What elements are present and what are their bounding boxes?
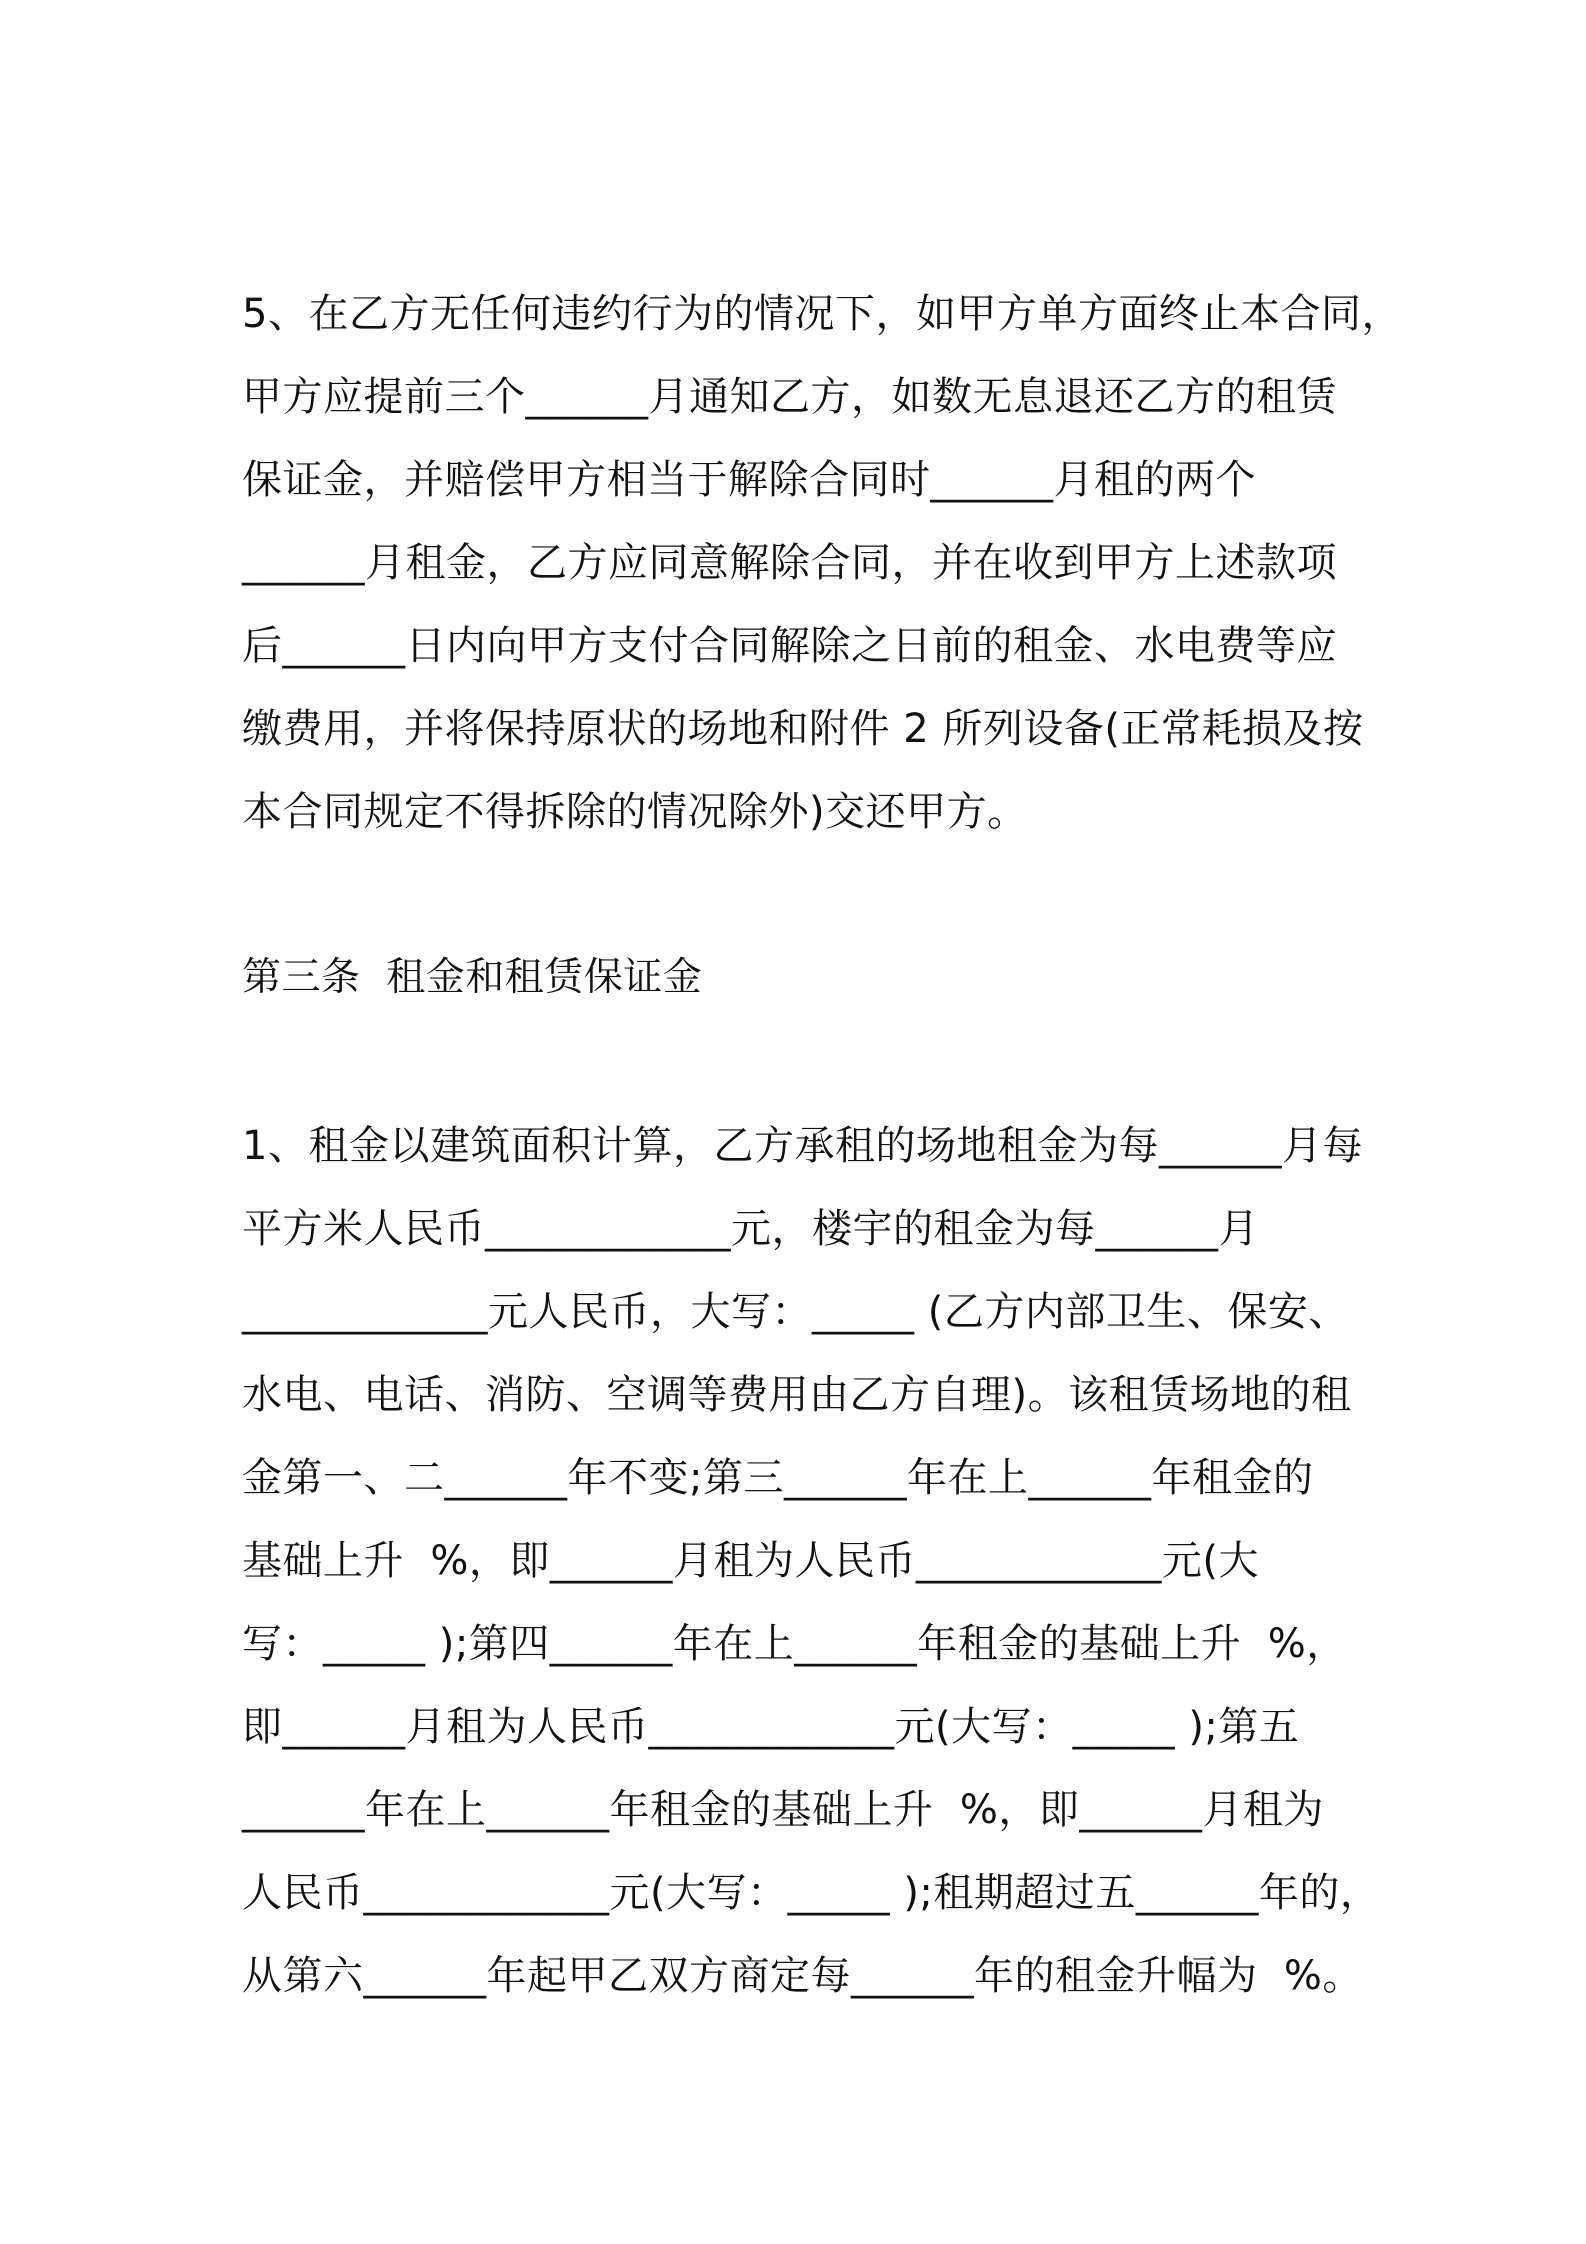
paragraph-5-line-2: 甲方应提前三个______月通知乙方，如数无息退还乙方的租赁 [242,374,1337,420]
paragraph-5-line-6: 缴费用，并将保持原状的场地和附件 2 所列设备(正常耗损及按 [242,706,1364,752]
paragraph-5-line-7: 本合同规定不得拆除的情况除外)交还甲方。 [242,789,1028,835]
paragraph-1-line-4: 水电、电话、消防、空调等费用由乙方自理)。该租赁场地的租 [242,1372,1352,1418]
paragraph-1-line-1: 1、租金以建筑面积计算，乙方承租的场地租金为每______月每 [242,1123,1363,1169]
paragraph-1-line-10: 人民币____________元(大写：_____ );租期超过五______年的， [242,1870,1381,1916]
article-3-heading: 第三条 租金和租赁保证金 [242,955,703,1000]
paragraph-1-line-7: 写：_____ );第四______年在上______年租金的基础上升 %， [242,1621,1347,1667]
paragraph-1-line-3: ____________元人民币，大写：_____ (乙方内部卫生、保安、 [242,1289,1349,1335]
paragraph-1-line-9: ______年在上______年租金的基础上升 %，即______月租为 [242,1787,1324,1833]
paragraph-5-line-1: 5、在乙方无任何违约行为的情况下，如甲方单方面终止本合同， [242,291,1402,337]
paragraph-1-line-5: 金第一、二______年不变;第三______年在上______年租金的 [242,1455,1314,1501]
paragraph-1-line-8: 即______月租为人民币____________元(大写：_____ );第五 [242,1704,1300,1750]
paragraph-5-line-4: ______月租金，乙方应同意解除合同，并在收到甲方上述款项 [242,540,1337,586]
paragraph-1-line-2: 平方米人民币____________元，楼宇的租金为每______月 [242,1206,1259,1252]
paragraph-5-line-3: 保证金，并赔偿甲方相当于解除合同时______月租的两个 [242,457,1256,503]
paragraph-5-line-5: 后______日内向甲方支付合同解除之日前的租金、水电费等应 [242,623,1337,669]
paragraph-1-line-11: 从第六______年起甲乙双方商定每______年的租金升幅为 %。 [242,1953,1363,1999]
paragraph-1-line-6: 基础上升 %，即______月租为人民币____________元(大 [242,1538,1260,1584]
